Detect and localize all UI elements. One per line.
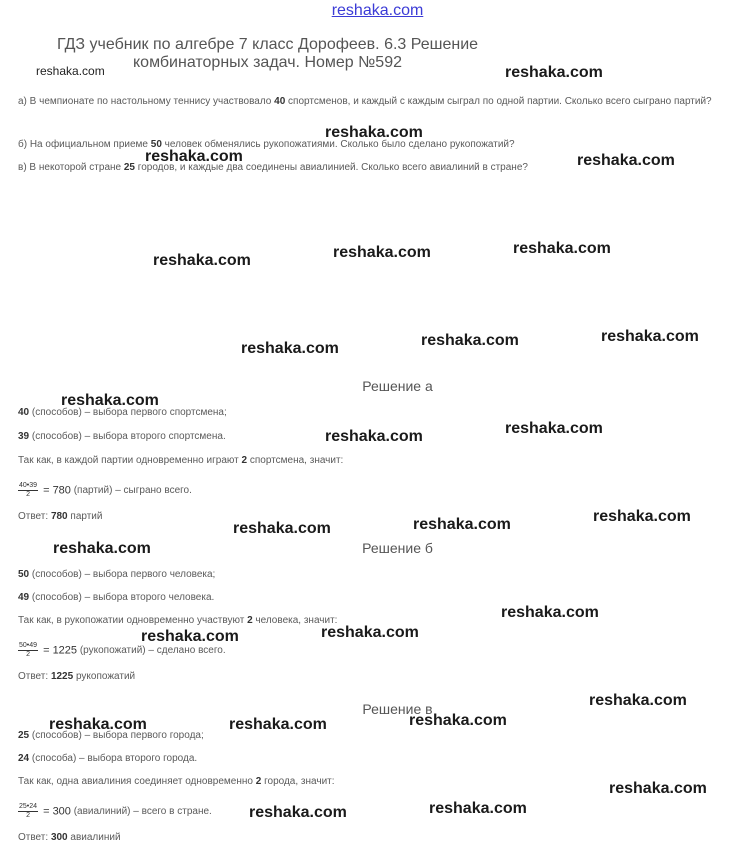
watermark: reshaka.com (589, 692, 687, 709)
watermark: reshaka.com (36, 64, 105, 78)
solution-c-fraction: $\frac{25•24}{2}$ (19, 803, 38, 819)
solution-b-title: Решение б (362, 540, 433, 556)
solution-a-formula: $\frac{40•39}{2}$ = 780 (партий) – сыграно всего. (19, 482, 192, 498)
solution-a-fraction: $\frac{40•39}{2}$ (19, 482, 38, 498)
watermark: reshaka.com (325, 124, 423, 141)
problem-a: а) В чемпионате по настольному теннису участвовало 40 спортсменов, и каждый с каждым сыграл по одной партии. Сколько всего сыграно партий? (18, 96, 712, 107)
watermark: reshaka.com (429, 800, 527, 817)
site-link[interactable]: reshaka.com (331, 2, 424, 19)
watermark: reshaka.com (505, 64, 603, 81)
solution-c-line2: 24 (способа) – выбора второго города. (18, 753, 198, 764)
watermark: reshaka.com (601, 328, 699, 345)
watermark: reshaka.com (241, 340, 339, 357)
watermark: reshaka.com (153, 252, 251, 269)
watermark: reshaka.com (609, 780, 707, 797)
watermark: reshaka.com (593, 508, 691, 525)
watermark: reshaka.com (413, 516, 511, 533)
problem-c: в) В некоторой стране 25 городов, и каждые два соединены авиалинией. Сколько всего авиалиний в стране? (18, 162, 528, 173)
watermark: reshaka.com (49, 716, 147, 733)
solution-c-formula: $\frac{25•24}{2}$ = 300 (авиалиний) – всего в стране. (19, 803, 212, 819)
solution-b-fraction: $\frac{50•49}{2}$ (19, 642, 38, 658)
solution-c-title: Решение в (362, 701, 433, 717)
page-title-line1: ГДЗ учебник по алгебре 7 класс Дорофеев. 6.3 Решение (56, 36, 479, 53)
watermark: reshaka.com (505, 420, 603, 437)
watermark: reshaka.com (421, 332, 519, 349)
solution-b-line1: 50 (способов) – выбора первого человека; (18, 569, 216, 580)
watermark: reshaka.com (141, 628, 239, 645)
solution-c-answer: Ответ: 300 авиалиний (18, 832, 121, 843)
solution-c-line3: Так как, одна авиалиния соединяет одновременно 2 города, значит: (18, 776, 335, 787)
solution-a-answer: Ответ: 780 партий (18, 511, 103, 522)
watermark: reshaka.com (577, 152, 675, 169)
watermark: reshaka.com (501, 604, 599, 621)
watermark: reshaka.com (53, 540, 151, 557)
solution-b-line2: 49 (способов) – выбора второго человека. (18, 592, 215, 603)
watermark: reshaka.com (233, 520, 331, 537)
watermark: reshaka.com (229, 716, 327, 733)
solution-a-line2: 39 (способов) – выбора второго спортсмена. (18, 431, 226, 442)
watermark: reshaka.com (61, 392, 159, 409)
watermark: reshaka.com (249, 804, 347, 821)
solution-b-answer: Ответ: 1225 рукопожатий (18, 671, 136, 682)
solution-a-line1: 40 (способов) – выбора первого спортсмена; (18, 407, 227, 418)
page-title-line2: комбинаторных задач. Номер №592 (132, 54, 402, 71)
solution-a-line3: Так как, в каждой партии одновременно играют 2 спортсмена, значит: (18, 455, 344, 466)
watermark: reshaka.com (513, 240, 611, 257)
watermark: reshaka.com (333, 244, 431, 261)
solution-b-line3: Так как, в рукопожатии одновременно участвуют 2 человека, значит: (18, 615, 338, 626)
watermark: reshaka.com (145, 148, 243, 165)
watermark: reshaka.com (409, 712, 507, 729)
solution-a-title: Решение а (362, 378, 433, 394)
solution-c-line1: 25 (способов) – выбора первого города; (18, 730, 204, 741)
watermark: reshaka.com (321, 624, 419, 641)
problem-b: б) На официальном приеме 50 человек обменялись рукопожатиями. Сколько было сделано рукопожатий? (18, 139, 515, 150)
solution-b-formula: $\frac{50•49}{2}$ = 1225 (рукопожатий) – сделано всего. (19, 642, 226, 658)
watermark: reshaka.com (325, 428, 423, 445)
